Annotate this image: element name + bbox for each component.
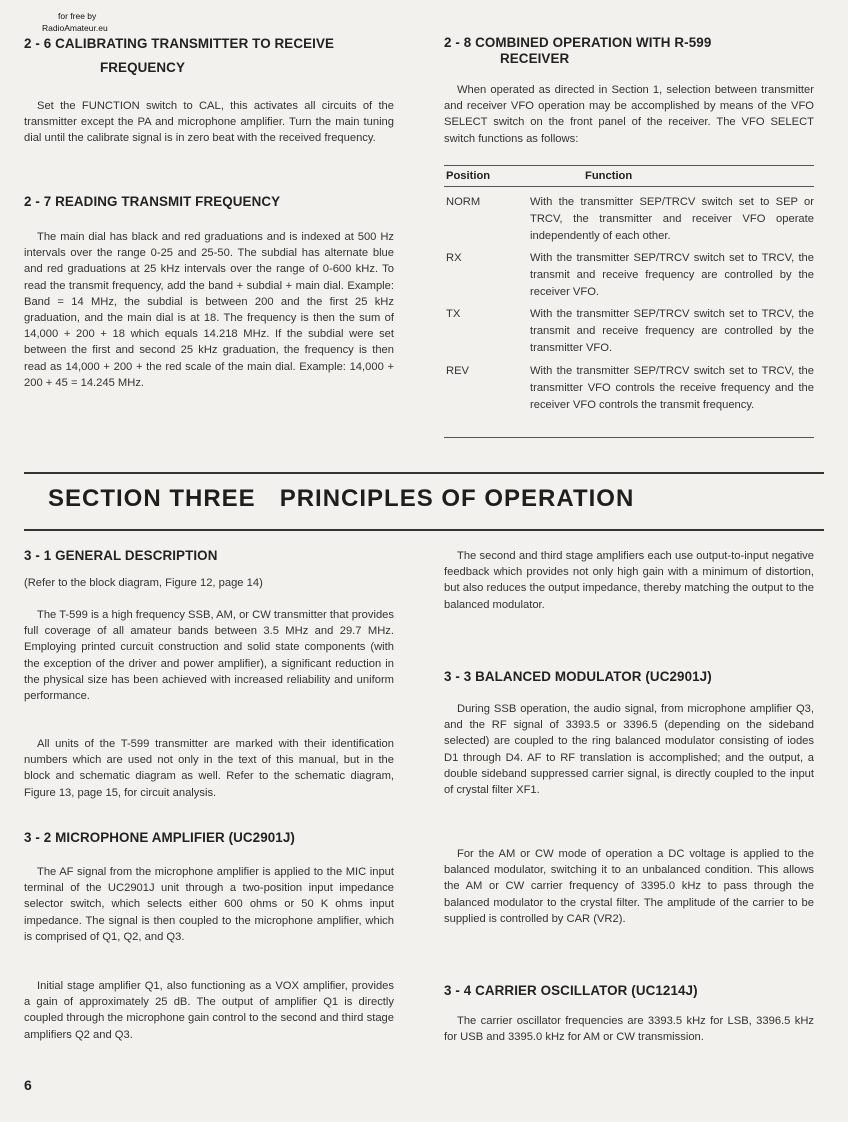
heading-2-8-cont: RECEIVER xyxy=(500,51,570,66)
heading-3-1: 3 - 1 GENERAL DESCRIPTION xyxy=(24,548,218,563)
heading-2-7: 2 - 7 READING TRANSMIT FREQUENCY xyxy=(24,194,281,209)
page-number: 6 xyxy=(24,1077,32,1093)
table-cell-function: With the transmitter SEP/TRCV switch set to TRCV, the transmit and receive frequency are controlled by the receiver VFO. xyxy=(530,252,814,298)
heading-2-8: 2 - 8 COMBINED OPERATION WITH R-599 xyxy=(444,35,712,50)
table-header-function: Function xyxy=(585,170,633,182)
table-cell-position: REV xyxy=(446,365,470,377)
section-rule-top xyxy=(24,472,824,474)
paragraph-3-2b: Initial stage amplifier Q1, also functioning as a VOX amplifier, provides a gain of approximately 25 dB. The output of amplifier Q1 is directly coupled through the microphone gain control to the second and third stage amplifiers Q2 and Q3. xyxy=(24,980,394,1041)
section-rule-bottom xyxy=(24,529,824,531)
figure-reference: (Refer to the block diagram, Figure 12, page 14) xyxy=(24,577,263,589)
paragraph-2-6: Set the FUNCTION switch to CAL, this activates all circuits of the transmitter except the PA and microphone amplifier. Turn the main tuning dial until the calibrate signal is in zero beat with the received frequency. xyxy=(24,100,394,145)
heading-2-6: 2 - 6 CALIBRATING TRANSMITTER TO RECEIVE xyxy=(24,36,335,51)
table-cell-position: RX xyxy=(446,252,462,264)
paragraph-3-3a: During SSB operation, the audio signal, from microphone amplifier Q3, and the RF signal of 3393.5 or 3396.5 (depending on the sideband selected) are coupled to the ring balanced modulator consisting of iodes D1 through D4. AF to RF translation is accomplished; and the output, a double sideband suppressed carrier signal, is directly coupled to the input of crystal filter XF1. xyxy=(444,703,814,797)
table-cell-function: With the transmitter SEP/TRCV switch set to TRCV, the transmitter VFO controls the receive frequency and the receiver VFO controls the transmit frequency. xyxy=(530,365,814,411)
heading-3-3: 3 - 3 BALANCED MODULATOR (UC2901J) xyxy=(444,669,712,684)
table-cell-function: With the transmitter SEP/TRCV switch set to TRCV, the transmit and receive frequency are controlled by the transmitter VFO. xyxy=(530,308,814,354)
table-cell-position: TX xyxy=(446,308,461,320)
paragraph-3-2-cont: The second and third stage amplifiers each use output-to-input negative feedback which provides not only high gain with a minimum of distortion, but also reduces the output impedance, thereby matching the output to the balanced modulator. xyxy=(444,550,814,611)
table-header-position: Position xyxy=(446,170,491,182)
table-top-rule xyxy=(444,165,814,166)
paragraph-3-1b: All units of the T-599 transmitter are marked with their identification numbers which are used not only in the text of this manual, but in the block and schematic diagram as well. Refer to the schematic diagram, Figure 13, page 15, for circuit analysis. xyxy=(24,738,394,799)
watermark-line1: for free by xyxy=(58,11,97,21)
paragraph-2-8: When operated as directed in Section 1, selection between transmitter and receiver VFO operation may be accomplished by means of the VFO SELECT switch on the front panel of the receiver. The VFO SELECT switch functions as follows: xyxy=(444,84,814,145)
paragraph-3-1a: The T-599 is a high frequency SSB, AM, or CW transmitter that provides full coverage of all amateur bands between 3.5 MHz and 29.7 MHz. Employing printed curcuit construction and solid state components (with the exception of the driver and power amplifier), a significant reduction in the physical size has been achieved with increased reliability and uniform performance. xyxy=(24,609,394,703)
table-cell-function: With the transmitter SEP/TRCV switch set to SEP or TRCV, the transmitter and receiver VFO operate independently of each other. xyxy=(530,196,814,242)
watermark-line2: RadioAmateur.eu xyxy=(42,23,108,33)
paragraph-2-7: The main dial has black and red graduations and is indexed at 500 Hz intervals over the range 0-25 and 25-50. The subdial has alternate blue and red graduations at 25 kHz intervals over the range of 0-600 kHz. To read the transmit frequency, add the band + subdial + main dial. Example: Band = 14 MHz, the subdial is between 200 and the first 25 kHz graduation, and the main dial is at 18. The frequency is then the sum of 14,000 + 200 + 18 which equals 14.218 MHz. If the subdial were set between the first and second 25 kHz graduation, the frequency is then read as 14,000 + 200 + the red scale of the main dial. Example: 14,000 + 200 + 45 = 14.245 MHz. xyxy=(24,231,394,389)
table-cell-position: NORM xyxy=(446,196,481,208)
paragraph-3-2a: The AF signal from the microphone amplifier is applied to the MIC input terminal of the UC2901J unit through a two-position input impedance selector switch, which selects either 600 ohms or 50 K ohms input impedance. The signal is then coupled to the microphone amplifier, which is comprised of Q1, Q2, and Q3. xyxy=(24,866,394,943)
heading-2-6-cont: FREQUENCY xyxy=(100,60,185,75)
paragraph-3-4: The carrier oscillator frequencies are 3393.5 kHz for LSB, 3396.5 kHz for USB and 3395.0 kHz for AM or CW transmission. xyxy=(444,1015,814,1044)
table-bottom-rule xyxy=(444,437,814,438)
heading-3-2: 3 - 2 MICROPHONE AMPLIFIER (UC2901J) xyxy=(24,830,295,845)
paragraph-3-3b: For the AM or CW mode of operation a DC voltage is applied to the balanced modulator, switching it to an unbalanced condition. This allows the AM or CW carrier frequency of 3395.0 kHz to pass through the balanced modulator to the crystal filter. The amplitude of the carrier to be supplied is controlled by CAR (VR2). xyxy=(444,848,814,925)
section-title: SECTION THREE PRINCIPLES OF OPERATION xyxy=(48,485,635,512)
table-header-rule xyxy=(444,186,814,187)
heading-3-4: 3 - 4 CARRIER OSCILLATOR (UC1214J) xyxy=(444,983,698,998)
